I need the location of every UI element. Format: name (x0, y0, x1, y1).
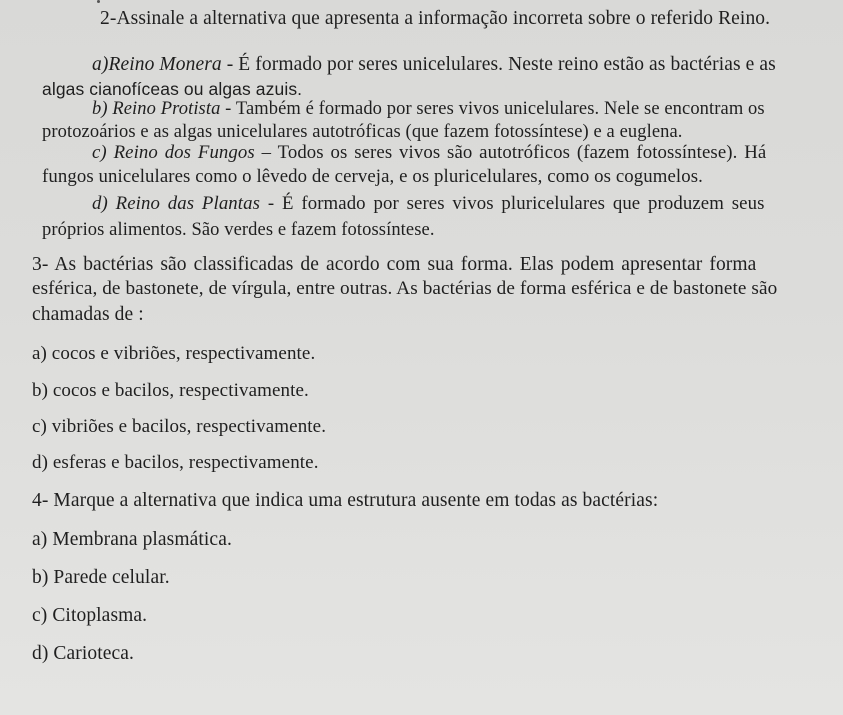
q2-option-d-line1 (92, 192, 764, 216)
q2-option-a-line1 (92, 53, 776, 77)
q2-option-c-text: – Todos os seres vivos são autotróficos (fazem fotossíntese). Há (254, 142, 767, 163)
q3-option-a: a) cocos e vibriões, respectivamente. (32, 343, 316, 364)
q2-title: 2-Assinale a alternativa que apresenta a informação incorreta sobre o referido Reino. (100, 8, 771, 29)
q4-title: 4- Marque a alternativa que indica uma estrutura ausente em todas as bactérias: (32, 490, 659, 511)
q3-stem-line2: esférica, de bastonete, de vírgula, entre outras. As bactérias de forma esférica e de bastonete são (32, 278, 778, 299)
q2-option-c-line1 (92, 141, 766, 165)
q3-option-c: c) vibriões e bacilos, respectivamente. (32, 416, 327, 437)
q3-option-b: b) cocos e bacilos, respectivamente. (32, 380, 309, 401)
q2-option-b-line2: protozoários e as algas unicelulares autotróficas (que fazem fotossíntese) e a euglena. (42, 122, 683, 142)
q2-option-c-line2: fungos unicelulares como o lêvedo de cerveja, e os pluricelulares, como os cogumelos. (42, 166, 703, 187)
q4-option-d: d) Carioteca. (32, 643, 134, 664)
q3-stem-line3: chamadas de : (32, 304, 144, 325)
q4-option-c: c) Citoplasma. (32, 605, 148, 626)
q2-option-d-line2: próprios alimentos. São verdes e fazem fotossíntese. (42, 220, 435, 240)
q2-option-d-label: d) Reino das Plantas (92, 193, 261, 214)
speck-mark (97, 0, 100, 3)
q2-option-a-line2: algas cianofíceas ou algas azuis. (42, 79, 303, 99)
q2-option-c-label: c) Reino dos Fungos (92, 142, 255, 163)
q3-option-d: d) esferas e bacilos, respectivamente. (32, 452, 319, 473)
q3-stem-line1: 3- As bactérias são classificadas de acordo com sua forma. Elas podem apresentar forma (32, 254, 757, 275)
q2-option-b-line1 (92, 97, 765, 121)
q2-option-a-label: a)Reino Monera (92, 54, 222, 75)
q2-option-d-text: - É formado por seres vivos pluricelulares que produzem seus (260, 193, 765, 214)
q4-option-b: b) Parede celular. (32, 567, 170, 588)
q4-option-a: a) Membrana plasmática. (32, 529, 232, 550)
q2-option-a-text: - É formado por seres unicelulares. Neste reino estão as bactérias e as (221, 54, 776, 75)
q2-option-b-text: - Também é formado por seres vivos unicelulares. Nele se encontram os (220, 99, 765, 119)
q2-option-b-label: b) Reino Protista (92, 99, 221, 119)
